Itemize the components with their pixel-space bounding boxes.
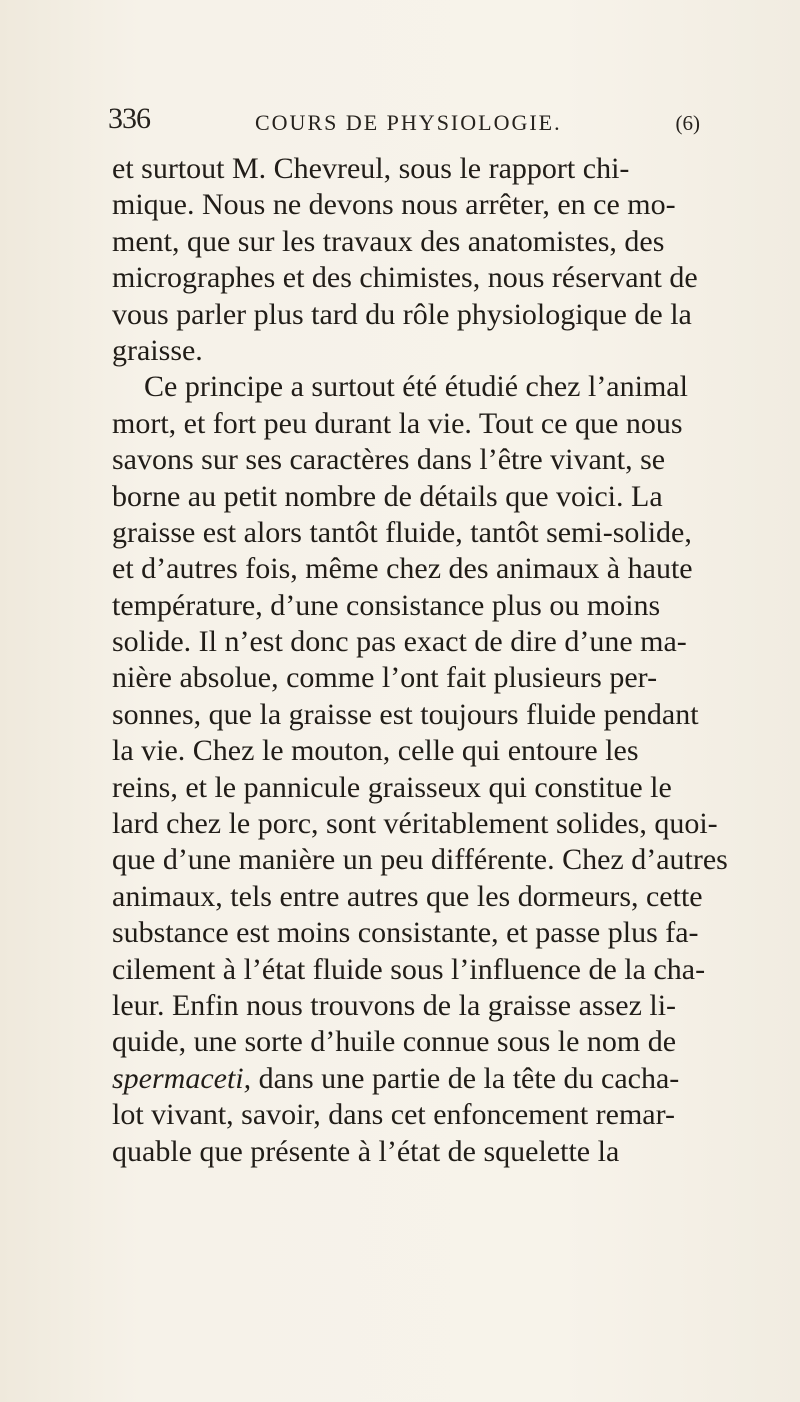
page-number: 336 — [108, 102, 150, 135]
text-line: vous parler plus tard du rôle physiologique de la — [112, 297, 692, 331]
text-line: borne au petit nombre de détails que voici. La — [112, 479, 663, 513]
signature-mark: (6) — [675, 111, 700, 135]
text-line: mique. Nous ne devons nous arrêter, en ce mo- — [112, 188, 676, 222]
text-line: graisse est alors tantôt fluide, tantôt semi-solide, — [112, 515, 692, 549]
text-line: température, d’une consistance plus ou moins — [112, 588, 661, 622]
text-line: mort, et fort peu durant la vie. Tout ce que nous — [112, 406, 683, 440]
text-line: nière absolue, comme l’ont fait plusieurs per- — [112, 661, 658, 695]
text-line: et surtout M. Chevreul, sous le rapport chi- — [112, 152, 630, 185]
text-line: micrographes et des chimistes, nous réservant de — [112, 261, 698, 295]
text-line: et d’autres fois, même chez des animaux à haute — [112, 552, 693, 586]
text-line-with-italic-term — [112, 1061, 712, 1097]
text-line: graisse. — [112, 333, 203, 367]
text-line: solide. Il n’est donc pas exact de dire d’une ma- — [112, 625, 687, 659]
text-line: la vie. Chez le mouton, celle qui entoure les — [112, 734, 639, 768]
text-line: animaux, tels entre autres que les dormeurs, cette — [112, 879, 703, 913]
text-line: reins, et le pannicule graisseux qui constitue le — [112, 770, 672, 804]
text-line: leur. Enfin nous trouvons de la graisse assez li- — [112, 988, 677, 1022]
text-line: savons sur ses caractères dans l’être vivant, se — [112, 443, 666, 477]
text-line: ment, que sur les travaux des anatomistes, des — [112, 224, 665, 258]
text-line: lot vivant, savoir, dans cet enfoncement remar- — [112, 1098, 675, 1132]
text-line: quide, une sorte d’huile connue sous le nom de — [112, 1025, 677, 1059]
running-title: COURS DE PHYSIOLOGIE. — [255, 110, 562, 135]
body-text — [112, 151, 728, 1170]
text-line-remainder: dans une partie de la tête du cacha- — [258, 1061, 680, 1095]
text-line: sonnes, que la graisse est toujours fluide pendant — [112, 697, 699, 731]
text-line: substance est moins consistante, et passe plus fa- — [112, 916, 699, 950]
text-line: quable que présente à l’état de squelette la — [112, 1134, 620, 1168]
page-header — [108, 104, 700, 140]
italic-term-spermaceti: spermaceti, — [112, 1061, 252, 1095]
text-line: que d’une manière un peu différente. Chez d’autres — [112, 843, 728, 877]
text-line: cilement à l’état fluide sous l’influence de la cha- — [112, 952, 706, 986]
paragraph-start-line: Ce principe a surtout été étudié chez l’animal — [144, 370, 688, 404]
text-line: lard chez le porc, sont véritablement solides, quoi- — [112, 807, 718, 841]
